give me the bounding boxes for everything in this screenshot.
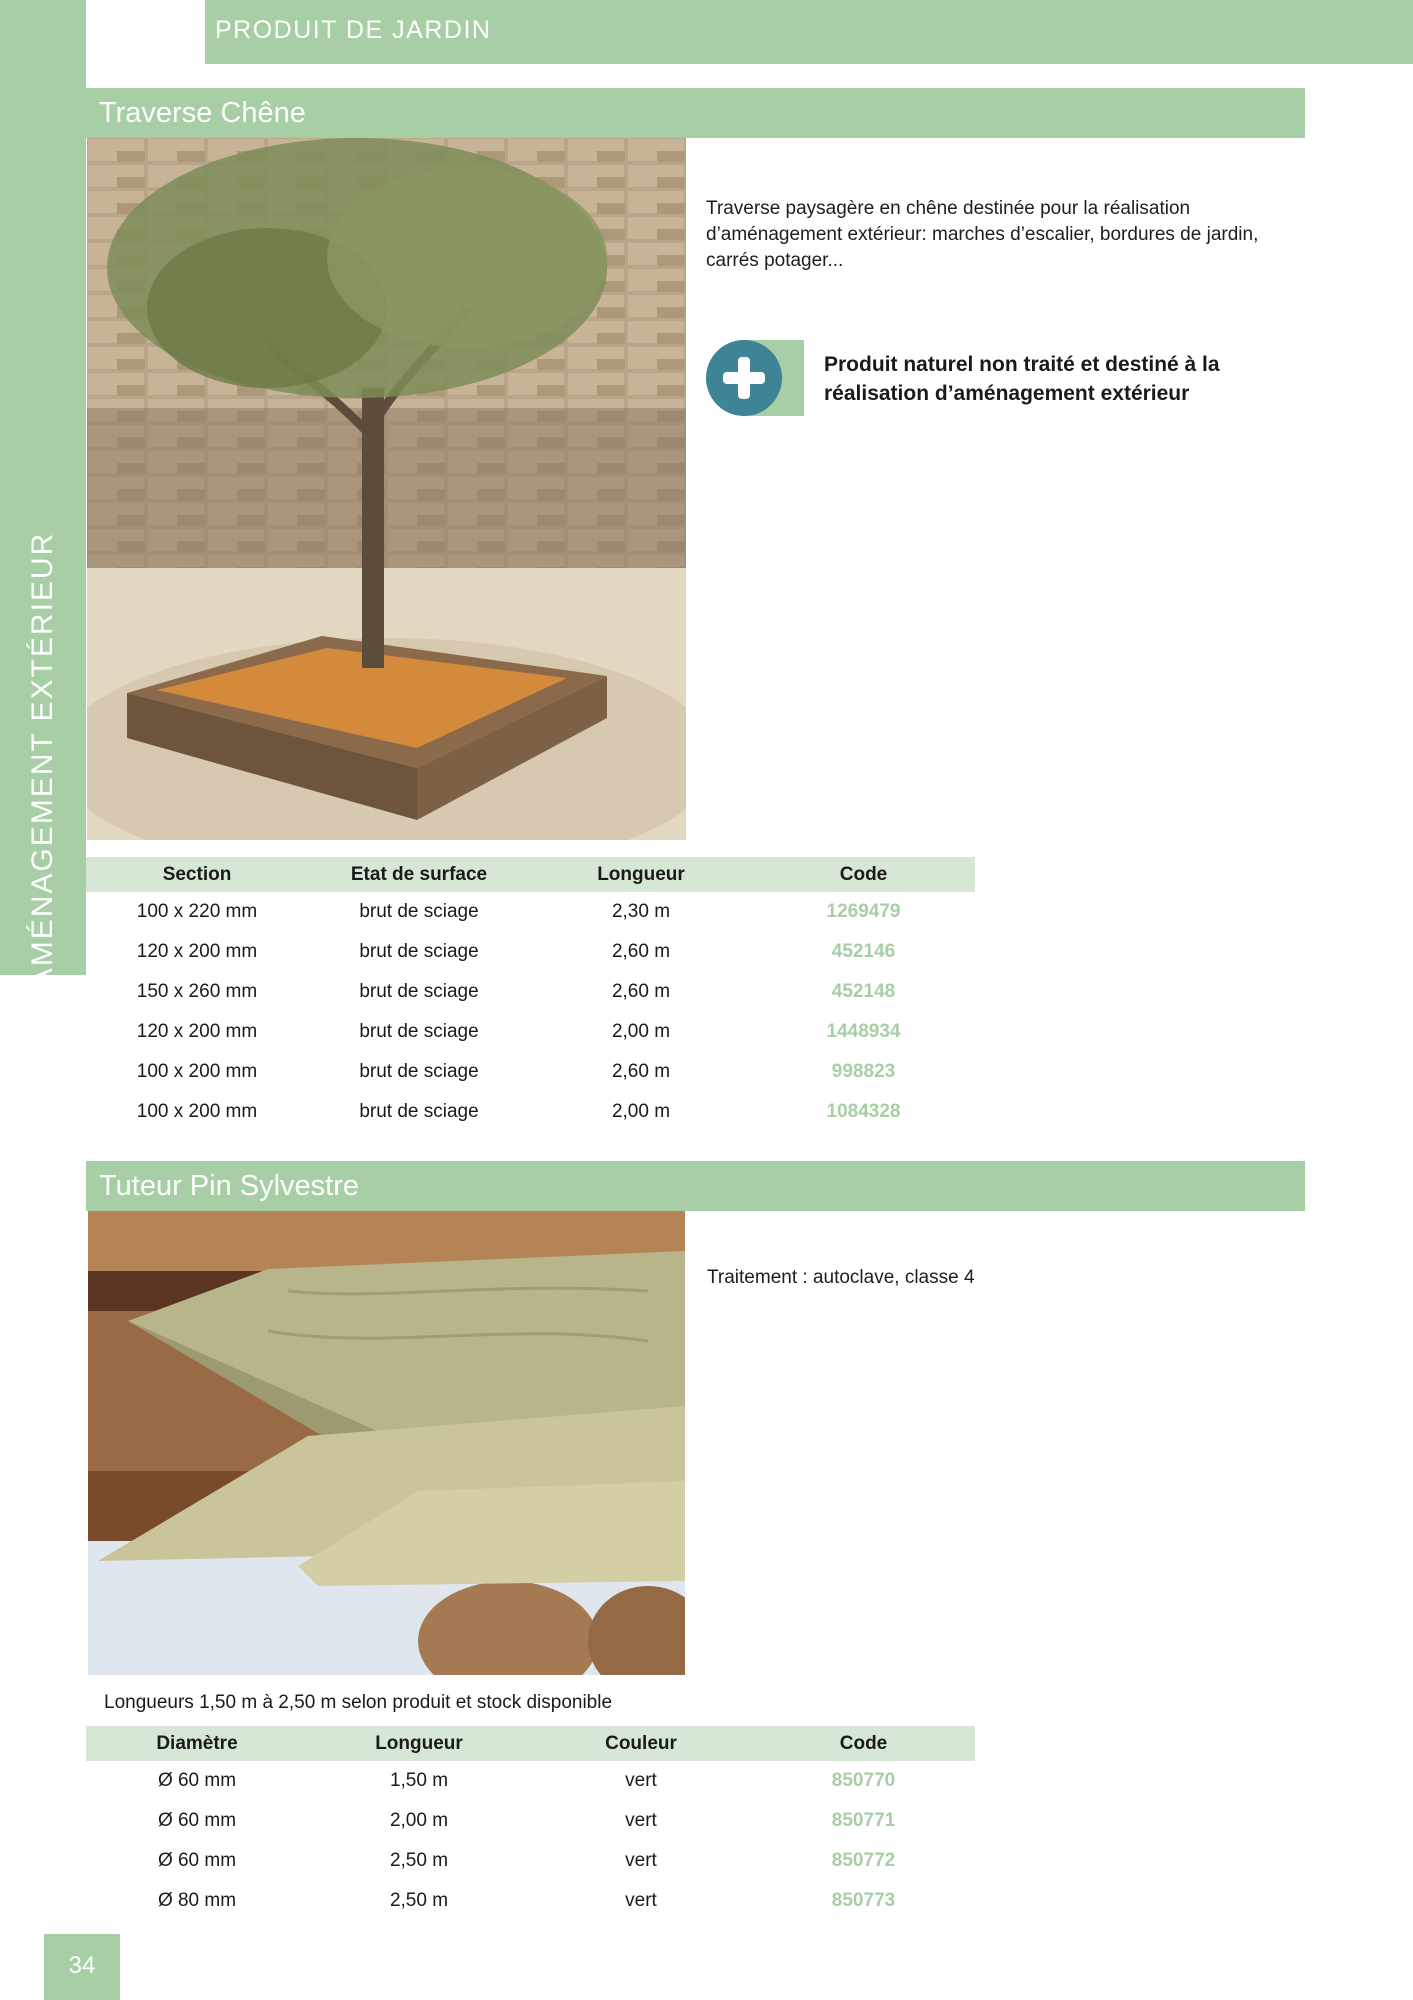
plus-icon bbox=[706, 340, 782, 416]
length-cell: 2,00 m bbox=[389, 1810, 449, 1831]
diameter-cell: Ø 60 mm bbox=[157, 1850, 237, 1871]
section-cell: 120 x 200 mm bbox=[136, 941, 258, 962]
length-cell: 2,60 m bbox=[611, 981, 671, 1002]
table-header-cell: Diamètre bbox=[86, 1726, 308, 1761]
product1-title: Traverse Chêne bbox=[99, 97, 306, 129]
color-cell: vert bbox=[625, 1810, 657, 1831]
table-row bbox=[86, 1012, 975, 1052]
diameter-cell: Ø 60 mm bbox=[157, 1770, 237, 1791]
section-cell: 100 x 220 mm bbox=[136, 901, 258, 922]
side-category-label: AMÉNAGEMENT EXTÉRIEUR bbox=[26, 531, 59, 989]
table-row bbox=[86, 972, 975, 1012]
code-cell: 850772 bbox=[831, 1850, 896, 1871]
product1-photo bbox=[87, 138, 686, 840]
section-cell: 100 x 200 mm bbox=[136, 1101, 258, 1122]
side-category-band bbox=[0, 0, 86, 989]
code-cell: 452146 bbox=[831, 941, 896, 962]
length-cell: 2,50 m bbox=[389, 1850, 449, 1871]
page-number-badge bbox=[44, 1934, 120, 2000]
product2-title-bar bbox=[86, 1161, 1305, 1211]
table-row bbox=[86, 1092, 975, 1132]
color-cell: vert bbox=[625, 1890, 657, 1911]
table-row bbox=[86, 1052, 975, 1092]
length-cell: 2,60 m bbox=[611, 941, 671, 962]
product1-description: Traverse paysagère en chêne destinée pour la réalisation d’aménagement extérieur: marches d’escalier, bordures de jardin, carrés potager... bbox=[706, 198, 1259, 271]
section-cell: 100 x 200 mm bbox=[136, 1061, 258, 1082]
page-category-header bbox=[205, 0, 1413, 64]
surface-cell: brut de sciage bbox=[359, 981, 479, 1002]
section-cell: 150 x 260 mm bbox=[136, 981, 258, 1002]
length-cell: 1,50 m bbox=[389, 1770, 449, 1791]
product2-spec-table bbox=[86, 1726, 975, 1921]
page-number: 34 bbox=[68, 1952, 96, 1979]
section-cell: 120 x 200 mm bbox=[136, 1021, 258, 1042]
table-row bbox=[86, 1761, 975, 1801]
product2-photo bbox=[88, 1211, 685, 1675]
length-cell: 2,00 m bbox=[611, 1101, 671, 1122]
surface-cell: brut de sciage bbox=[359, 1101, 479, 1122]
table-header-cell: Code bbox=[752, 857, 975, 892]
code-cell: 1084328 bbox=[826, 1101, 901, 1122]
code-cell: 1448934 bbox=[826, 1021, 901, 1042]
diameter-cell: Ø 60 mm bbox=[157, 1810, 237, 1831]
color-cell: vert bbox=[625, 1770, 657, 1791]
length-cell: 2,30 m bbox=[611, 901, 671, 922]
table-header-row bbox=[86, 1726, 975, 1761]
length-cell: 2,00 m bbox=[611, 1021, 671, 1042]
code-cell: 850771 bbox=[831, 1810, 896, 1831]
product2-length-note: Longueurs 1,50 m à 2,50 m selon produit et stock disponible bbox=[104, 1692, 613, 1713]
table-header-cell: Etat de surface bbox=[308, 857, 530, 892]
table-header-row bbox=[86, 857, 975, 892]
surface-cell: brut de sciage bbox=[359, 941, 479, 962]
table-header-cell: Longueur bbox=[530, 857, 752, 892]
table-row bbox=[86, 932, 975, 972]
highlight-badge bbox=[706, 340, 804, 416]
table-row bbox=[86, 1801, 975, 1841]
surface-cell: brut de sciage bbox=[359, 901, 479, 922]
table-header-cell: Code bbox=[752, 1726, 975, 1761]
surface-cell: brut de sciage bbox=[359, 1061, 479, 1082]
page-category-title: PRODUIT DE JARDIN bbox=[215, 16, 492, 44]
code-cell: 850773 bbox=[831, 1890, 896, 1911]
table-header-cell: Longueur bbox=[308, 1726, 530, 1761]
code-cell: 850770 bbox=[831, 1770, 896, 1791]
color-cell: vert bbox=[625, 1850, 657, 1871]
product1-title-bar bbox=[86, 88, 1305, 138]
product2-description: Traitement : autoclave, classe 4 bbox=[707, 1267, 975, 1288]
product2-title: Tuteur Pin Sylvestre bbox=[99, 1170, 360, 1202]
diameter-cell: Ø 80 mm bbox=[157, 1890, 237, 1911]
code-cell: 452148 bbox=[831, 981, 896, 1002]
length-cell: 2,60 m bbox=[611, 1061, 671, 1082]
surface-cell: brut de sciage bbox=[359, 1021, 479, 1042]
table-header-cell: Couleur bbox=[530, 1726, 752, 1761]
length-cell: 2,50 m bbox=[389, 1890, 449, 1911]
table-row bbox=[86, 1841, 975, 1881]
product1-spec-table bbox=[86, 857, 975, 1132]
table-header-cell: Section bbox=[86, 857, 308, 892]
product1-highlight: Produit naturel non traité et destiné à la réalisation d’aménagement extérieur bbox=[824, 353, 1220, 405]
code-cell: 998823 bbox=[831, 1061, 896, 1082]
table-row bbox=[86, 1881, 975, 1921]
code-cell: 1269479 bbox=[826, 901, 901, 922]
table-row bbox=[86, 892, 975, 932]
